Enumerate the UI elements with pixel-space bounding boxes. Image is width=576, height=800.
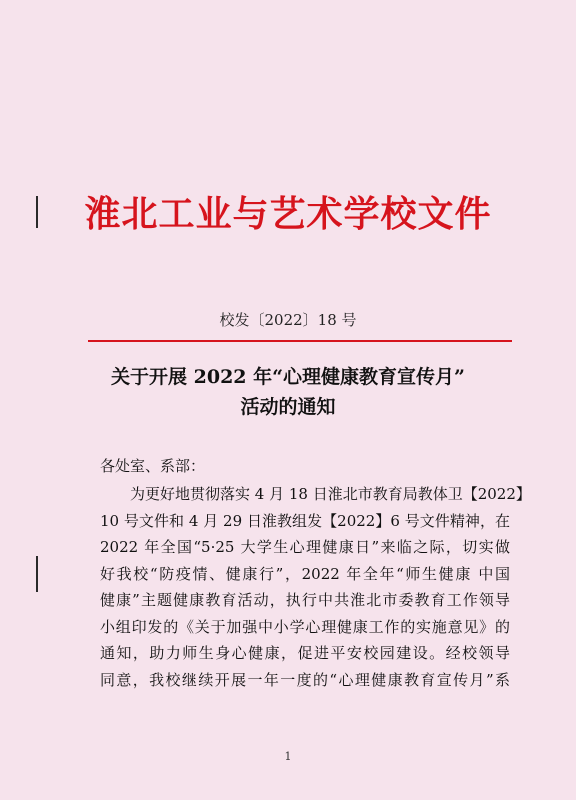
body-line: 通知，助力师生身心健康，促进平安校园建设。经校领导 bbox=[100, 644, 510, 662]
binding-mark bbox=[36, 556, 38, 592]
body-line: 小组印发的《关于加强中小学心理健康工作的实施意见》的 bbox=[100, 617, 510, 636]
notice-title bbox=[60, 362, 516, 422]
red-divider-line bbox=[88, 340, 512, 342]
document-header-title: 淮北工业与艺术学校文件 bbox=[84, 194, 492, 235]
notice-title-line-1: 关于开展 2022 年“心理健康教育宣传月” bbox=[111, 366, 465, 388]
page-number: 1 bbox=[284, 750, 292, 763]
salutation: 各处室、系部： bbox=[100, 457, 206, 475]
body-line: 10 号文件和 4 月 29 日淮教组发【2022】6 号文件精神，在 bbox=[100, 511, 510, 530]
body-paragraph bbox=[100, 481, 531, 693]
body-line: 好我校“防疫情、健康行”，2022 年全年“师生健康 中国 bbox=[100, 564, 510, 583]
body-line: 为更好地贯彻落实 4 月 18 日淮北市教育局教体卫【2022】 bbox=[130, 485, 531, 503]
body-line: 健康”主题健康教育活动，执行中共淮北市委教育工作领导 bbox=[100, 591, 510, 609]
notice-title-line-2: 活动的通知 bbox=[240, 396, 336, 418]
document-number: 校发〔2022〕18 号 bbox=[219, 311, 357, 329]
body-line: 2022 年全国“5·25 大学生心理健康日”来临之际，切实做 bbox=[100, 538, 510, 556]
body-line: 同意，我校继续开展一年一度的“心理健康教育宣传月”系 bbox=[100, 670, 510, 689]
